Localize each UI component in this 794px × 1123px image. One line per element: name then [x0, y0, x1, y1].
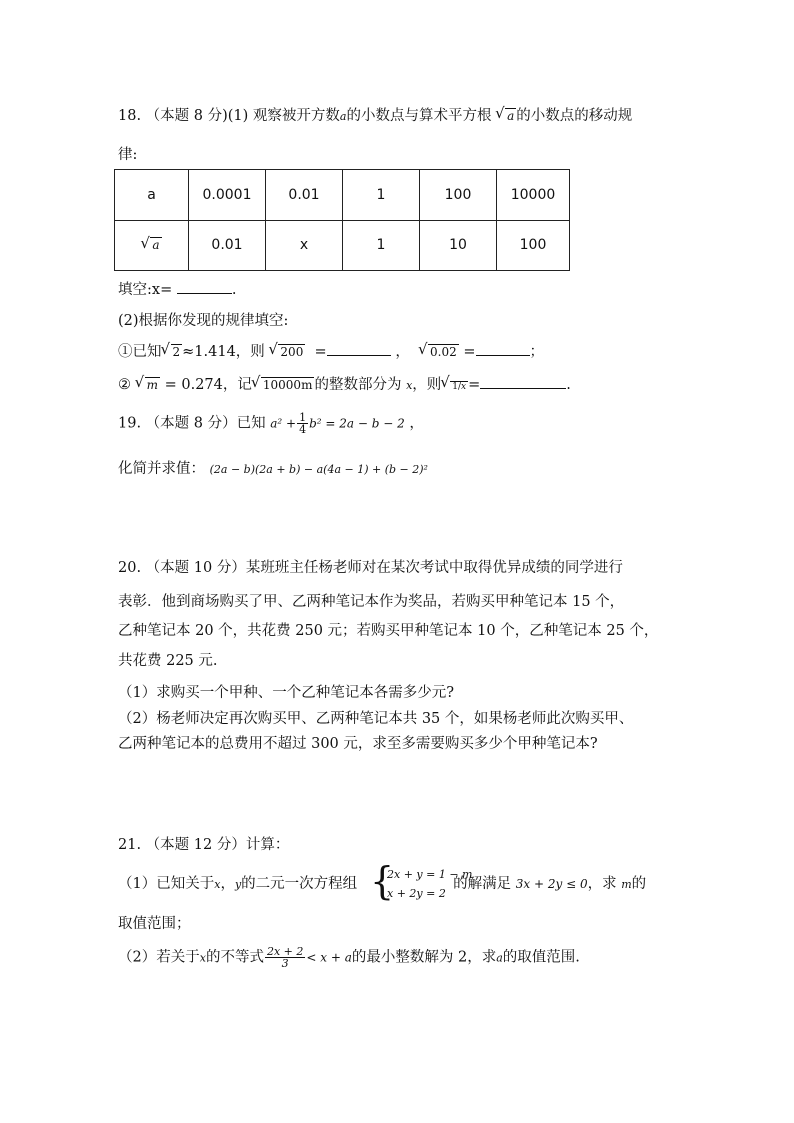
q20-line-4: 共花费 225 元. [118, 653, 218, 669]
q18-head-a: 18. （本题 8 分)(1) 观察被开方数 [118, 108, 340, 124]
table-cell: 10000 [497, 170, 570, 221]
table-cell: 0.0001 [189, 170, 266, 221]
q20-sub2a: （2）杨老师决定再次购买甲、乙两种笔记本共 35 个，如果杨老师此次购买甲、 [118, 711, 634, 727]
equation-1: 2x + y = 1 − m [387, 868, 473, 881]
table-cell: 1 [343, 220, 420, 271]
equation-2: x + 2y = 2 [387, 887, 446, 900]
q20-line-2: 表彰．他到商场购买了甲、乙两种笔记本作为奖品，若购买甲种笔记本 15 个， [118, 594, 625, 610]
table-cell: 100 [497, 220, 570, 271]
q21-part1-cont: 取值范围； [118, 916, 191, 932]
q20-line-1: 20. （本题 10 分）某班班主任杨老师对在某次考试中取得优异成绩的同学进行 [118, 560, 623, 576]
q19-line2: 化简并求值： (2a − b)(2a + b) − a(4a − 1) + (b − 2)² [118, 461, 428, 477]
table-row [115, 170, 570, 221]
sqrt-2: √ 2 [162, 342, 183, 362]
answer-blank [177, 279, 232, 294]
table-cell: 10 [420, 220, 497, 271]
sqrt-0-02: √ 0.02 [419, 342, 459, 362]
sqrt-1-over-x: √ 1/x [441, 375, 468, 397]
fraction-2x-plus-2-over-3: $\frac{2x + 2}{3}$ [266, 945, 304, 970]
q18-heading [118, 106, 632, 127]
q18-table [114, 169, 570, 271]
table-cell: 100 [420, 170, 497, 221]
q18-head-c: 的小数点的移动规 [516, 108, 633, 124]
q18-fill: 填空:x= . [118, 279, 236, 300]
q19-expression: (2a − b)(2a + b) − a(4a − 1) + (b − 2)² [209, 463, 428, 476]
q20-sub2b: 乙两种笔记本的总费用不超过 300 元，求至多需要购买多少个甲种笔记本? [118, 736, 598, 752]
q18-line2: ② √ m = 0.274，记√ 10000m 的整数部分为 x，则√ 1/x = . [118, 374, 571, 397]
q19-heading: 19. （本题 8 分）已知 a² + $\frac{1}{4}$ b² = 2a − b − 2 ， [118, 411, 424, 436]
table-cell: a [115, 170, 189, 221]
table-cell: x [266, 220, 343, 271]
q21-heading: 21. （本题 12 分）计算： [118, 837, 290, 853]
q18-part2: (2)根据你发现的规律填空: [118, 313, 289, 329]
table-cell: 0.01 [266, 170, 343, 221]
q21-part1: （1）已知关于x，y的二元一次方程组 的解满足 3x + 2y ≤ 0，求 m的 [118, 876, 647, 892]
q20-sub1: （1）求购买一个甲种、一个乙种笔记本各需多少元? [118, 685, 454, 701]
sqrt-m: √ m [136, 375, 160, 395]
fraction-quarter: $\frac{1}{4}$ [299, 411, 307, 436]
table-cell: 1 [343, 170, 420, 221]
var-a: a [339, 110, 347, 123]
table-cell: 0.01 [189, 220, 266, 271]
answer-blank [476, 341, 530, 356]
answer-blank [327, 341, 391, 356]
q18-heading-cont: 律: [118, 147, 138, 163]
sqrt-a: √ a [496, 106, 516, 126]
q18-head-b: 的小数点与算术平方根 [346, 108, 492, 124]
table-row [115, 220, 570, 271]
q20-line-3: 乙种笔记本 20 个，共花费 250 元；若购买甲种笔记本 10 个，乙种笔记本 25 个， [118, 623, 659, 639]
sqrt-200: √ 200 [269, 342, 305, 362]
sqrt-10000m: √ 10000m [252, 375, 315, 395]
q21-part2: （2）若关于x的不等式 $\frac{2x + 2}{3}$ < x + a的最小整数解为 2，求a的取值范围. [118, 945, 580, 970]
q18-line1: ①已知√ 2 ≈1.414，则 √ 200 = ， √ 0.02 = ； [118, 341, 544, 362]
equation-system-brace: { [370, 859, 395, 903]
table-cell [115, 220, 189, 271]
answer-blank [480, 374, 566, 389]
sqrt-a-cell: √ a [141, 237, 161, 253]
